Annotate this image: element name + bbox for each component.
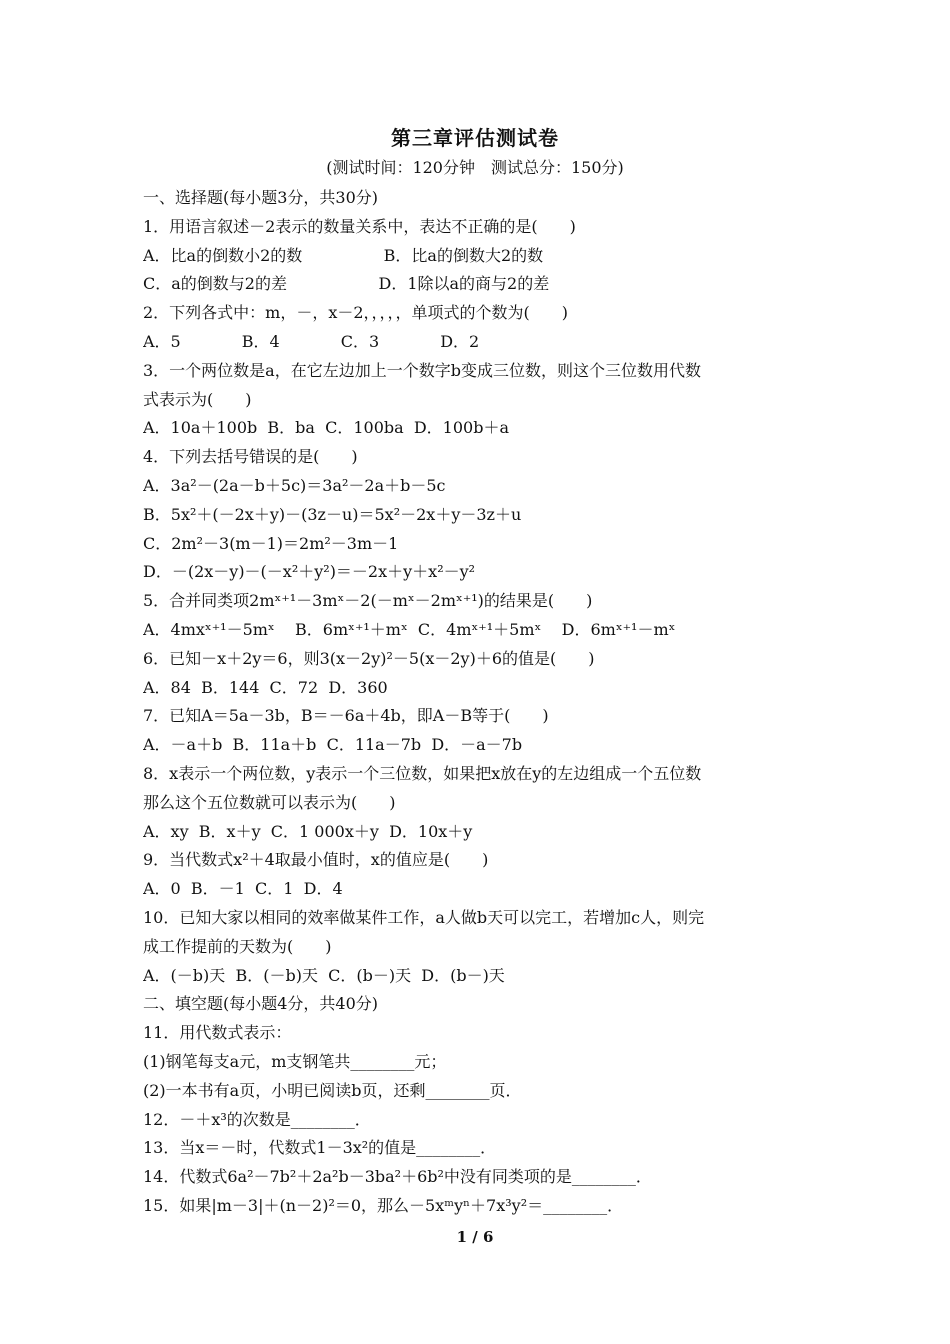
text-line: 15．如果|m－3|＋(n－2)²＝0，那么－5xᵐyⁿ＋7x³y²＝________． [143,1195,624,1215]
text-line: A．xy B．x＋y C．1 000x＋y D．10x＋y [143,821,473,841]
text-line: 11．用代数式表示： [143,1023,292,1043]
question-body [143,184,823,1221]
text-line: A．10a＋100b B．ba C．100ba D．100b＋a [143,418,510,438]
text-line: 14．代数式6a²－7b²＋2a²b－3ba²＋6b²中没有同类项的是________． [143,1167,652,1187]
page-title: 第三章评估测试卷 [391,126,559,150]
text-line: A．比a的倒数小2的数 B．比a的倒数大2的数 [143,245,544,265]
text-line: 8．x表示一个两位数，y表示一个三位数，如果把x放在y的左边组成一个五位数 [143,763,702,783]
text-line: A．3a²－(2a－b＋5c)＝3a²－2a＋b－5c [143,475,446,495]
text-line: 成工作提前的天数为( ) [143,936,332,956]
text-line: C．2m²－3(m－1)＝2m²－3m－1 [143,533,399,553]
text-line: A．84 B．144 C．72 D．360 [143,677,388,697]
text-line: 那么这个五位数就可以表示为( ) [143,792,396,812]
text-line: 12．－＋x³的次数是________． [143,1109,371,1129]
text-line: 3．一个两位数是a，在它左边加上一个数字b变成三位数，则这个三位数用代数 [143,360,701,380]
text-line: A．(－b)天 B．(－b)天 C．(b－)天 D．(b－)天 [143,965,505,985]
text-line: 6．已知－x＋2y＝6，则3(x－2y)²－5(x－2y)＋6的值是( ) [143,648,595,668]
text-line: (2)一本书有a页，小明已阅读b页，还剩________页． [143,1080,522,1100]
text-line: C．a的倒数与2的差 D．1除以a的商与2的差 [143,274,550,294]
text-line: A．4mxˣ⁺¹－5mˣ B．6mˣ⁺¹＋mˣ C．4mˣ⁺¹＋5mˣ D．6mˣ⁺¹－mˣ [143,619,676,639]
text-line: 二、填空题(每小题4分，共40分) [143,994,379,1014]
text-line: A．0 B．－1 C．1 D．4 [143,879,343,899]
text-line: 7．已知A＝5a－3b，B＝－6a＋4b，即A－B等于( ) [143,706,549,726]
text-line: A．－a＋b B．11a＋b C．11a－7b D．－a－7b [143,735,523,755]
text-line: 9．当代数式x²＋4取最小值时，x的值应是( ) [143,850,489,870]
text-line: B．5x²＋(－2x＋y)－(3z－u)＝5x²－2x＋y－3z＋u [143,504,522,524]
text-line: 5．合并同类项2mˣ⁺¹－3mˣ－2(－mˣ－2mˣ⁺¹)的结果是( ) [143,591,593,611]
page-number: 1 / 6 [456,1228,494,1246]
text-line: A．5 B．4 C．3 D．2 [143,331,480,351]
text-line: 一、选择题(每小题3分，共30分) [143,188,379,207]
text-line: 1．用语言叙述－2表示的数量关系中，表达不正确的是( ) [143,216,576,236]
text-line: 10．已知大家以相同的效率做某件工作，a人做b天可以完工，若增加c人，则完 [143,907,705,927]
page-subtitle: (测试时间：120分钟 测试总分：150分) [326,158,624,177]
text-line: 式表示为( ) [143,389,252,409]
text-line: D．－(2x－y)－(－x²＋y²)＝－2x＋y＋x²－y² [143,562,476,582]
text-line: 13．当x＝－时，代数式1－3x²的值是________． [143,1138,497,1158]
text-line: 4．下列去括号错误的是( ) [143,447,358,467]
text-line: 2．下列各式中：m，－，x－2，，，，，单项式的个数为( ) [143,303,569,323]
text-line: (1)钢笔每支a元，m支钢笔共________元； [143,1051,447,1071]
